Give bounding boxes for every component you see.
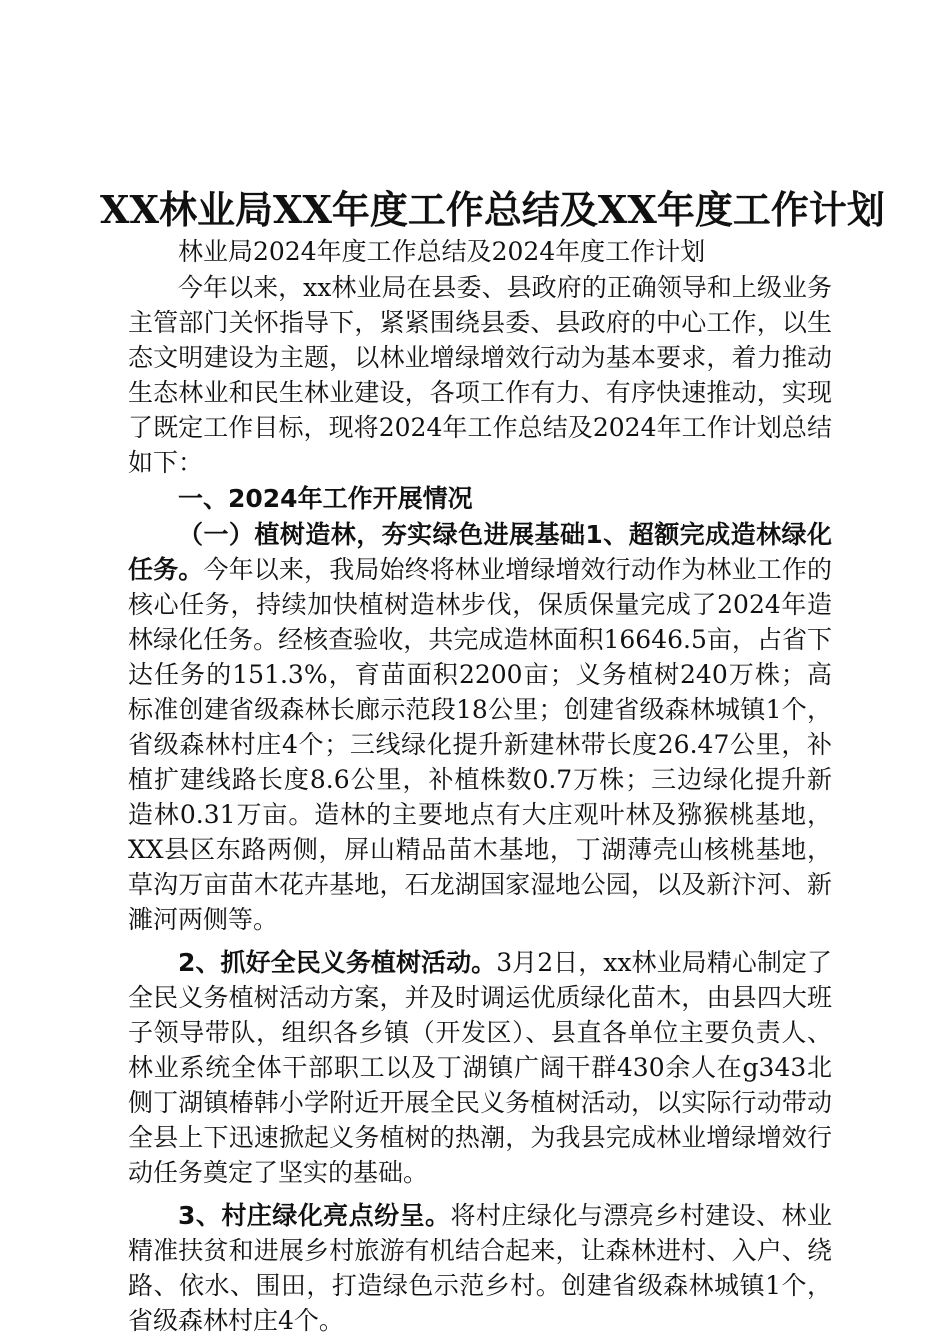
paragraph-text: 3月2日，xx林业局精心制定了全民义务植树活动方案，并及时调运优质绿化苗木，由县四大班子领导带队，组织各乡镇（开发区）、县直各单位主要负责人、林业系统全体干部职工以及丁湖镇广阔干群430余人在g343北侧丁湖镇椿韩小学附近开展全民义务植树活动，以实际行动带动全县上下迅速掀起义务植树的热潮，为我县完成林业增绿增效行动任务奠定了坚实的基础。 [128, 948, 832, 1187]
paragraph-afforestation [128, 517, 832, 937]
paragraph-lead: 3、村庄绿化亮点纷呈。 [178, 1201, 451, 1230]
document-subtitle: 林业局2024年度工作总结及2024年度工作计划 [178, 237, 706, 266]
document-title: XX林业局XX年度工作总结及XX年度工作计划 [100, 187, 885, 232]
paragraph-text: 将村庄绿化与漂亮乡村建设、林业精准扶贫和进展乡村旅游有机结合起来，让森林进村、入户、绕路、依水、围田，打造绿色示范乡村。创建省级森林城镇1个，省级森林村庄4个。 [128, 1201, 832, 1335]
document-body [128, 234, 832, 1338]
paragraph-lead: 2、抓好全民义务植树活动。 [178, 948, 497, 977]
section-heading: 一、2024年工作开展情况 [178, 484, 473, 513]
paragraph-lead: （一）植树造林，夯实绿色进展基础1、超额完成造林绿化任务。 [128, 520, 832, 584]
paragraph-village-greening [128, 1198, 832, 1338]
paragraph-text: 今年以来，我局始终将林业增绿增效行动作为林业工作的核心任务，持续加快植树造林步伐，保质保量完成了2024年造林绿化任务。经核查验收，共完成造林面积16646.5亩，占省下达任务的151.3%，育苗面积2200亩；义务植树240万株；高标准创建省级森林长廊示范段18公里；创建省级森林城镇1个，省级森林村庄4个；三线绿化提升新建林带长度26.47公里，补植扩建线路长度8.6公里，补植株数0.7万株；三边绿化提升新造林0.31万亩。造林的主要地点有大庄观叶林及猕猴桃基地，XX县区东路两侧，屏山精品苗木基地，丁湖薄壳山核桃基地，草沟万亩苗木花卉基地，石龙湖国家湿地公园，以及新汴河、新濉河两侧等。 [128, 555, 832, 934]
paragraph-tree-planting [128, 945, 832, 1190]
intro-paragraph: 今年以来，xx林业局在县委、县政府的正确领导和上级业务主管部门关怀指导下，紧紧围绕县委、县政府的中心工作，以生态文明建设为主题，以林业增绿增效行动为基本要求，着力推动生态林业和民生林业建设，各项工作有力、有序快速推动，实现了既定工作目标，现将2024年工作总结及2024年工作计划总结如下： [128, 273, 832, 477]
